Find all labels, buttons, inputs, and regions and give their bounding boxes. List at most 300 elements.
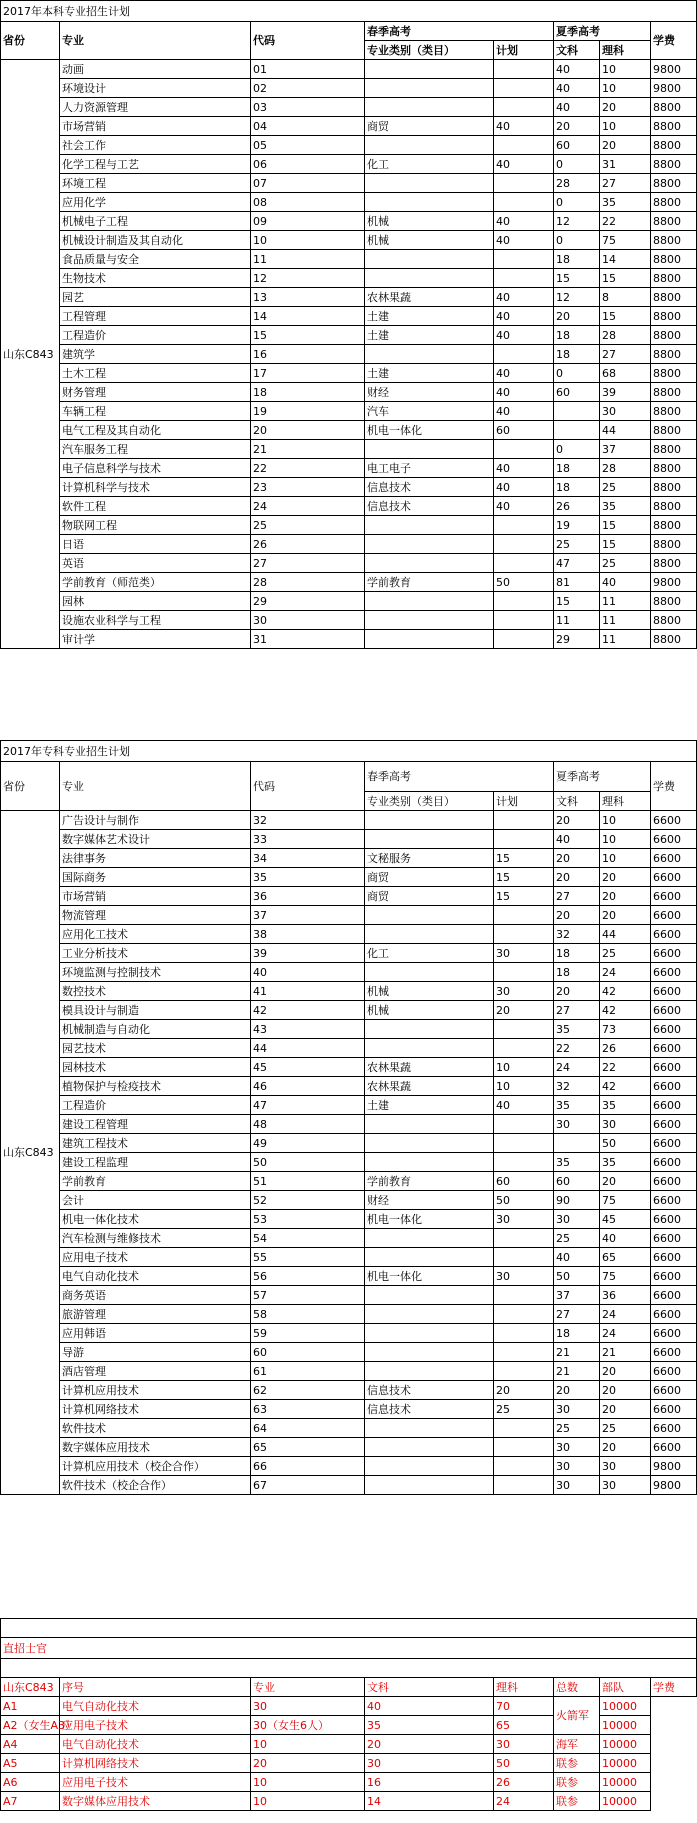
- arts-cell: 24: [554, 1058, 600, 1077]
- plan-cell: [494, 1324, 554, 1343]
- science-cell: 30: [600, 1457, 651, 1476]
- table-row: [1, 269, 697, 288]
- major-cell: 设施农业科学与工程: [60, 611, 251, 630]
- science-cell: 10: [600, 849, 651, 868]
- plan-cell: 10: [494, 1058, 554, 1077]
- major-cell: 电气自动化技术: [60, 1267, 251, 1286]
- arts-cell: 28: [554, 174, 600, 193]
- tuition-cell: 8800: [651, 193, 697, 212]
- code-cell: 18: [251, 383, 365, 402]
- code-cell: 12: [251, 269, 365, 288]
- plan-cell: [494, 1476, 554, 1495]
- header-major: 专业: [251, 1678, 365, 1697]
- arts-cell: 20: [554, 811, 600, 830]
- arts-cell: 22: [554, 1039, 600, 1058]
- table-row: [1, 554, 697, 573]
- science-cell: 10: [600, 60, 651, 79]
- category-cell: [365, 611, 494, 630]
- plan-cell: 40: [494, 326, 554, 345]
- category-cell: [365, 136, 494, 155]
- tuition-cell: 10000: [600, 1792, 651, 1811]
- science-cell: 45: [600, 1210, 651, 1229]
- category-cell: [365, 535, 494, 554]
- arts-cell: 0: [554, 440, 600, 459]
- header-summer: 夏季高考: [554, 22, 651, 41]
- tuition-cell: 8800: [651, 250, 697, 269]
- science-cell: 30: [600, 402, 651, 421]
- major-cell: 园林技术: [60, 1058, 251, 1077]
- table-row: [1, 592, 697, 611]
- code-cell: 27: [251, 554, 365, 573]
- plan-cell: 30: [494, 944, 554, 963]
- tuition-cell: 6600: [651, 1381, 697, 1400]
- category-cell: 信息技术: [365, 1400, 494, 1419]
- code-cell: 61: [251, 1362, 365, 1381]
- seq-cell: A2（女生A3）: [1, 1716, 60, 1735]
- unit-cell: 联参: [554, 1754, 600, 1773]
- tuition-cell: 6600: [651, 849, 697, 868]
- officer-plan-table: [0, 1618, 697, 1811]
- science-cell: 27: [600, 345, 651, 364]
- plan-cell: 60: [494, 1172, 554, 1191]
- arts-cell: 30: [554, 1115, 600, 1134]
- arts-cell: 15: [554, 269, 600, 288]
- code-cell: 52: [251, 1191, 365, 1210]
- total-cell: 65: [494, 1716, 554, 1735]
- table-row: [1, 944, 697, 963]
- arts-cell: 40: [554, 60, 600, 79]
- table-row: [1, 288, 697, 307]
- code-cell: 16: [251, 345, 365, 364]
- code-cell: 51: [251, 1172, 365, 1191]
- arts-cell: 0: [554, 364, 600, 383]
- code-cell: 17: [251, 364, 365, 383]
- plan-cell: [494, 554, 554, 573]
- science-cell: 20: [600, 98, 651, 117]
- category-cell: 汽车: [365, 402, 494, 421]
- arts-cell: 18: [554, 250, 600, 269]
- arts-cell: 27: [554, 887, 600, 906]
- arts-cell: 10: [251, 1792, 365, 1811]
- tuition-cell: 8800: [651, 459, 697, 478]
- science-cell: 75: [600, 231, 651, 250]
- category-cell: [365, 592, 494, 611]
- tuition-cell: 9800: [651, 1457, 697, 1476]
- arts-cell: 30: [554, 1457, 600, 1476]
- arts-cell: 27: [554, 1305, 600, 1324]
- plan-cell: [494, 440, 554, 459]
- science-cell: 42: [600, 982, 651, 1001]
- science-cell: 20: [600, 1438, 651, 1457]
- plan-cell: [494, 60, 554, 79]
- major-cell: 工程造价: [60, 1096, 251, 1115]
- plan-cell: [494, 1305, 554, 1324]
- code-cell: 04: [251, 117, 365, 136]
- major-cell: 工业分析技术: [60, 944, 251, 963]
- plan-cell: 40: [494, 212, 554, 231]
- science-cell: 20: [600, 1172, 651, 1191]
- code-cell: 02: [251, 79, 365, 98]
- table-row: [1, 60, 697, 79]
- arts-cell: 30: [554, 1210, 600, 1229]
- code-cell: 31: [251, 630, 365, 649]
- science-cell: 65: [600, 1248, 651, 1267]
- major-cell: 法律事务: [60, 849, 251, 868]
- category-cell: 机械: [365, 212, 494, 231]
- arts-cell: 25: [554, 1229, 600, 1248]
- plan-cell: [494, 345, 554, 364]
- header-arts: 文科: [554, 41, 600, 60]
- major-cell: 数字媒体艺术设计: [60, 830, 251, 849]
- tuition-cell: 8800: [651, 345, 697, 364]
- code-cell: 66: [251, 1457, 365, 1476]
- tuition-cell: 6600: [651, 1362, 697, 1381]
- tuition-cell: 8800: [651, 497, 697, 516]
- spacer-row: [1, 1659, 697, 1678]
- category-cell: [365, 60, 494, 79]
- science-cell: 26: [600, 1039, 651, 1058]
- plan-cell: [494, 193, 554, 212]
- category-cell: 学前教育: [365, 1172, 494, 1191]
- tuition-cell: 8800: [651, 611, 697, 630]
- header-spring: 春季高考: [365, 762, 554, 792]
- tuition-cell: 9800: [651, 1476, 697, 1495]
- arts-cell: 50: [554, 1267, 600, 1286]
- unit-cell: 联参: [554, 1773, 600, 1792]
- category-cell: [365, 1438, 494, 1457]
- total-cell: 30: [494, 1735, 554, 1754]
- tuition-cell: 6600: [651, 1096, 697, 1115]
- code-cell: 28: [251, 573, 365, 592]
- category-cell: [365, 1134, 494, 1153]
- arts-cell: 0: [554, 231, 600, 250]
- code-cell: 32: [251, 811, 365, 830]
- table-row: [1, 849, 697, 868]
- table-row: [1, 1115, 697, 1134]
- category-cell: [365, 1476, 494, 1495]
- major-cell: 建筑学: [60, 345, 251, 364]
- major-cell: 土木工程: [60, 364, 251, 383]
- science-cell: 40: [600, 573, 651, 592]
- arts-cell: 81: [554, 573, 600, 592]
- tuition-cell: 6600: [651, 1267, 697, 1286]
- header-seq: 序号: [60, 1678, 251, 1697]
- code-cell: 63: [251, 1400, 365, 1419]
- table-row: [1, 887, 697, 906]
- plan-cell: [494, 250, 554, 269]
- table-row: [1, 963, 697, 982]
- header-tuition: 学费: [651, 1678, 697, 1697]
- code-cell: 10: [251, 231, 365, 250]
- tuition-cell: 8800: [651, 478, 697, 497]
- science-cell: 14: [600, 250, 651, 269]
- table-row: [1, 1343, 697, 1362]
- table-row: [1, 155, 697, 174]
- plan-cell: [494, 269, 554, 288]
- arts-cell: 10: [251, 1773, 365, 1792]
- plan-cell: [494, 1343, 554, 1362]
- major-cell: 计算机网络技术: [60, 1400, 251, 1419]
- science-cell: 37: [600, 440, 651, 459]
- arts-cell: 40: [554, 830, 600, 849]
- science-cell: 35: [600, 1096, 651, 1115]
- tuition-cell: 8800: [651, 136, 697, 155]
- code-cell: 25: [251, 516, 365, 535]
- tuition-cell: 9800: [651, 79, 697, 98]
- tuition-cell: 6600: [651, 830, 697, 849]
- tuition-cell: 6600: [651, 982, 697, 1001]
- arts-cell: 18: [554, 326, 600, 345]
- tuition-cell: 6600: [651, 811, 697, 830]
- plan-cell: [494, 592, 554, 611]
- arts-cell: 20: [554, 1381, 600, 1400]
- major-cell: 旅游管理: [60, 1305, 251, 1324]
- table-row: [1, 79, 697, 98]
- plan-cell: [494, 98, 554, 117]
- plan-cell: [494, 630, 554, 649]
- total-cell: 70: [494, 1697, 554, 1716]
- major-cell: 导游: [60, 1343, 251, 1362]
- major-cell: 软件技术（校企合作）: [60, 1476, 251, 1495]
- table-row: [1, 611, 697, 630]
- science-cell: 14: [365, 1792, 494, 1811]
- arts-cell: 11: [554, 611, 600, 630]
- arts-cell: 32: [554, 1077, 600, 1096]
- arts-cell: 30: [554, 1400, 600, 1419]
- major-cell: 汽车服务工程: [60, 440, 251, 459]
- tuition-cell: 6600: [651, 1400, 697, 1419]
- plan-cell: 60: [494, 421, 554, 440]
- code-cell: 50: [251, 1153, 365, 1172]
- plan-cell: [494, 1362, 554, 1381]
- category-cell: 土建: [365, 307, 494, 326]
- science-cell: 24: [600, 963, 651, 982]
- table-row: [1, 421, 697, 440]
- major-cell: 市场营销: [60, 117, 251, 136]
- arts-cell: 27: [554, 1001, 600, 1020]
- category-cell: [365, 1362, 494, 1381]
- table-row: [1, 307, 697, 326]
- science-cell: 31: [600, 155, 651, 174]
- table-row: [1, 383, 697, 402]
- code-cell: 57: [251, 1286, 365, 1305]
- table-row: [1, 364, 697, 383]
- code-cell: 22: [251, 459, 365, 478]
- plan-cell: 40: [494, 1096, 554, 1115]
- code-cell: 23: [251, 478, 365, 497]
- code-cell: 33: [251, 830, 365, 849]
- category-cell: 机械: [365, 1001, 494, 1020]
- arts-cell: 20: [554, 868, 600, 887]
- code-cell: 24: [251, 497, 365, 516]
- major-cell: 商务英语: [60, 1286, 251, 1305]
- category-cell: 化工: [365, 944, 494, 963]
- code-cell: 20: [251, 421, 365, 440]
- table-row: [1, 1754, 697, 1773]
- science-cell: 30: [600, 1476, 651, 1495]
- table-row: [1, 516, 697, 535]
- major-cell: 化学工程与工艺: [60, 155, 251, 174]
- category-cell: [365, 440, 494, 459]
- major-cell: 人力资源管理: [60, 98, 251, 117]
- major-cell: 英语: [60, 554, 251, 573]
- spacer-row: [1, 1619, 697, 1638]
- science-cell: 22: [600, 1058, 651, 1077]
- table-row: [1, 136, 697, 155]
- arts-cell: 10: [251, 1735, 365, 1754]
- plan-cell: [494, 1039, 554, 1058]
- tuition-cell: 6600: [651, 1058, 697, 1077]
- header-science: 理科: [494, 1678, 554, 1697]
- category-cell: 农林果蔬: [365, 288, 494, 307]
- science-cell: 75: [600, 1191, 651, 1210]
- code-cell: 67: [251, 1476, 365, 1495]
- table-row: [1, 250, 697, 269]
- header-plan: 计划: [494, 41, 554, 60]
- unit-cell: 联参: [554, 1792, 600, 1811]
- arts-cell: 18: [554, 963, 600, 982]
- code-cell: 42: [251, 1001, 365, 1020]
- tuition-cell: 6600: [651, 1286, 697, 1305]
- table-row: [1, 1773, 697, 1792]
- arts-cell: 30: [251, 1697, 365, 1716]
- plan-cell: 15: [494, 887, 554, 906]
- code-cell: 13: [251, 288, 365, 307]
- science-cell: 73: [600, 1020, 651, 1039]
- category-cell: 商贸: [365, 887, 494, 906]
- code-cell: 62: [251, 1381, 365, 1400]
- tuition-cell: 8800: [651, 269, 697, 288]
- category-cell: [365, 98, 494, 117]
- table-row: [1, 98, 697, 117]
- science-cell: 35: [600, 1153, 651, 1172]
- major-cell: 电气自动化技术: [60, 1697, 251, 1716]
- major-cell: 软件技术: [60, 1419, 251, 1438]
- category-cell: [365, 1419, 494, 1438]
- table-row: [1, 1400, 697, 1419]
- arts-cell: 12: [554, 212, 600, 231]
- major-cell: 审计学: [60, 630, 251, 649]
- arts-cell: 60: [554, 383, 600, 402]
- table-row: [1, 326, 697, 345]
- table-row: [1, 1020, 697, 1039]
- major-cell: 环境设计: [60, 79, 251, 98]
- science-cell: 25: [600, 1419, 651, 1438]
- table-row: [1, 193, 697, 212]
- category-cell: [365, 174, 494, 193]
- code-cell: 48: [251, 1115, 365, 1134]
- science-cell: 35: [600, 497, 651, 516]
- category-cell: 商贸: [365, 117, 494, 136]
- science-cell: 11: [600, 611, 651, 630]
- plan-cell: [494, 1286, 554, 1305]
- table-row: [1, 868, 697, 887]
- science-cell: 44: [600, 925, 651, 944]
- arts-cell: 0: [554, 193, 600, 212]
- code-cell: 06: [251, 155, 365, 174]
- tuition-cell: 6600: [651, 1039, 697, 1058]
- science-cell: 30: [600, 1115, 651, 1134]
- plan-cell: 40: [494, 117, 554, 136]
- plan-cell: [494, 830, 554, 849]
- category-cell: 财经: [365, 383, 494, 402]
- code-cell: 64: [251, 1419, 365, 1438]
- category-cell: 信息技术: [365, 497, 494, 516]
- table-row: [1, 1457, 697, 1476]
- table-row: [1, 497, 697, 516]
- major-cell: 软件工程: [60, 497, 251, 516]
- tuition-cell: 8800: [651, 630, 697, 649]
- science-cell: 40: [365, 1697, 494, 1716]
- plan-cell: [494, 963, 554, 982]
- arts-cell: 25: [554, 1419, 600, 1438]
- major-cell: 应用化学: [60, 193, 251, 212]
- tuition-cell: 10000: [600, 1754, 651, 1773]
- arts-cell: 90: [554, 1191, 600, 1210]
- science-cell: 39: [600, 383, 651, 402]
- tuition-cell: 8800: [651, 98, 697, 117]
- section-title: 2017年本科专业招生计划: [1, 1, 697, 22]
- tuition-cell: 8800: [651, 440, 697, 459]
- category-cell: 农林果蔬: [365, 1077, 494, 1096]
- plan-cell: 25: [494, 1400, 554, 1419]
- tuition-cell: 9800: [651, 60, 697, 79]
- plan-cell: 30: [494, 982, 554, 1001]
- science-cell: 10: [600, 117, 651, 136]
- science-cell: 30: [365, 1754, 494, 1773]
- major-cell: 车辆工程: [60, 402, 251, 421]
- major-cell: 电气自动化技术: [60, 1735, 251, 1754]
- science-cell: 20: [600, 906, 651, 925]
- category-cell: 机电一体化: [365, 1210, 494, 1229]
- province-cell: 山东C843: [1, 1678, 60, 1697]
- code-cell: 26: [251, 535, 365, 554]
- science-cell: 50: [600, 1134, 651, 1153]
- code-cell: 59: [251, 1324, 365, 1343]
- arts-cell: 40: [554, 1248, 600, 1267]
- major-cell: 动画: [60, 60, 251, 79]
- header-total: 总数: [554, 1678, 600, 1697]
- header-science: 理科: [600, 792, 651, 811]
- tuition-cell: 6600: [651, 1229, 697, 1248]
- plan-cell: [494, 1438, 554, 1457]
- category-cell: 土建: [365, 326, 494, 345]
- plan-cell: 50: [494, 573, 554, 592]
- major-cell: 社会工作: [60, 136, 251, 155]
- header-code: 代码: [251, 762, 365, 811]
- code-cell: 43: [251, 1020, 365, 1039]
- vocational-plan-table: [0, 740, 697, 1495]
- arts-cell: 18: [554, 459, 600, 478]
- plan-cell: [494, 1153, 554, 1172]
- code-cell: 34: [251, 849, 365, 868]
- plan-cell: [494, 79, 554, 98]
- code-cell: 38: [251, 925, 365, 944]
- province-cell: 山东C843: [1, 811, 60, 1495]
- category-cell: [365, 269, 494, 288]
- science-cell: 15: [600, 535, 651, 554]
- tuition-cell: 6600: [651, 1077, 697, 1096]
- science-cell: 10: [600, 79, 651, 98]
- plan-cell: [494, 1229, 554, 1248]
- plan-cell: [494, 611, 554, 630]
- category-cell: [365, 1286, 494, 1305]
- tuition-cell: 6600: [651, 1248, 697, 1267]
- tuition-cell: 8800: [651, 326, 697, 345]
- arts-cell: 18: [554, 944, 600, 963]
- science-cell: 25: [600, 554, 651, 573]
- header-science: 理科: [600, 41, 651, 60]
